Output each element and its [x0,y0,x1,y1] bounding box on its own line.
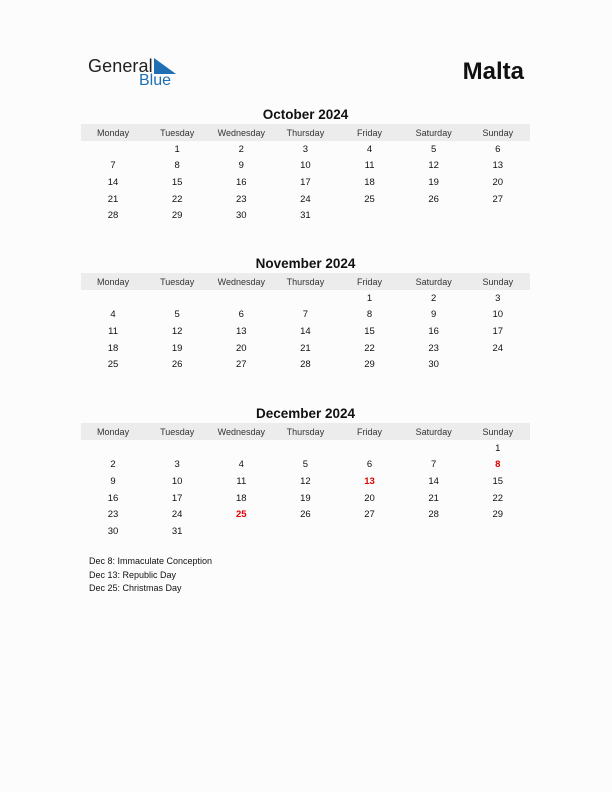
day-cell: 1 [174,143,180,155]
day-cell: 30 [236,210,247,222]
day-cell: 26 [171,359,183,371]
day-cell: 2 [431,292,437,304]
month-december [81,405,530,540]
day-cell: 2 [238,143,244,155]
day-cell: 15 [171,176,183,188]
day-cell: 3 [302,143,309,155]
day-cell: 8 [174,160,180,172]
day-cell: 12 [300,475,311,487]
day-cell: 2 [110,459,116,471]
day-cell: 21 [107,193,119,205]
day-cell: 17 [171,492,183,504]
month-title: November 2024 [255,256,356,271]
day-cell: 17 [492,325,504,337]
day-cell: 27 [492,193,504,205]
day-cell: 6 [495,143,501,155]
brand-general-text: General [88,56,153,76]
day-cell: 21 [428,492,439,504]
day-cell: 13 [236,325,247,337]
week-row [81,340,530,357]
day-cell: 20 [236,342,247,354]
week-row [81,473,530,490]
day-cell: 25 [107,359,119,371]
weekday-label: Sunday [482,127,514,138]
day-cell: 23 [107,509,119,521]
day-cell: 10 [171,475,183,487]
weekday-label: Friday [357,127,383,138]
day-cell: 7 [302,309,309,321]
day-cell: 5 [174,309,180,321]
day-cell: 4 [110,309,116,321]
day-cell: 18 [107,342,119,354]
week-row [81,323,530,340]
day-cell: 8 [495,459,501,471]
day-cell: 4 [238,459,244,471]
day-cell: 10 [492,309,504,321]
week-row [81,174,530,191]
weekday-header [81,124,530,141]
day-cell: 18 [364,176,375,188]
day-cell: 13 [492,160,504,172]
day-cell: 24 [171,509,183,521]
country-title: Malta [462,58,524,85]
day-cell: 22 [492,492,504,504]
week-row [81,158,530,175]
weekday-label: Tuesday [160,276,195,287]
day-cell: 17 [300,176,311,188]
day-cell: 13 [364,475,375,487]
day-cell: 10 [300,160,311,172]
day-cell: 1 [366,292,373,304]
day-cell: 14 [300,325,311,337]
week-row [81,290,530,307]
week-row [81,490,530,507]
day-cell: 29 [171,210,183,222]
day-cell: 31 [171,525,183,537]
day-cell: 14 [107,176,119,188]
day-cell: 20 [492,176,504,188]
weekday-label: Thursday [286,127,325,138]
day-cell: 16 [107,492,119,504]
weekday-label: Sunday [482,276,514,287]
day-cell: 28 [300,359,311,371]
day-cell: 11 [236,475,247,487]
day-cell: 27 [364,509,375,521]
weekday-label: Thursday [286,426,325,437]
weekday-label: Monday [97,426,130,437]
weekday-label: Saturday [415,276,452,287]
day-cell: 22 [171,193,183,205]
day-cell: 16 [236,176,247,188]
day-cell: 31 [300,210,311,222]
day-cell: 9 [110,475,116,487]
day-cell: 26 [428,193,439,205]
day-cell: 9 [238,160,244,172]
week-row [81,457,530,474]
week-row [81,356,530,373]
day-cell: 12 [171,325,183,337]
day-cell: 28 [107,210,119,222]
brand-logo [88,56,188,92]
weekday-label: Monday [97,127,130,138]
day-cell: 29 [364,359,375,371]
weekday-label: Monday [97,276,130,287]
day-cell: 20 [364,492,375,504]
day-cell: 5 [431,143,437,155]
day-cell: 6 [238,309,244,321]
day-cell: 7 [110,160,116,172]
day-cell: 19 [171,342,183,354]
holiday-note: Dec 25: Christmas Day [89,583,182,593]
weekday-label: Saturday [415,127,452,138]
weekday-label: Wednesday [217,127,265,138]
day-cell: 30 [428,359,439,371]
day-cell: 19 [428,176,439,188]
holiday-note: Dec 13: Republic Day [89,569,177,580]
day-cell: 15 [492,475,504,487]
day-cell: 15 [364,325,375,337]
week-row [81,307,530,324]
day-cell: 26 [300,509,311,521]
week-row [81,141,530,158]
weekday-label: Wednesday [217,276,265,287]
month-october [81,106,530,224]
day-cell: 11 [364,160,375,172]
weekday-header [81,273,530,290]
day-cell: 23 [236,193,247,205]
day-cell: 3 [174,459,180,471]
weekday-label: Wednesday [217,426,265,437]
month-title: December 2024 [255,406,356,421]
day-cell: 23 [428,342,439,354]
month-title: October 2024 [262,107,349,122]
month-november [81,255,530,373]
weekday-header [81,423,530,440]
weekday-label: Tuesday [160,127,195,138]
day-cell: 21 [300,342,311,354]
week-row [81,506,530,523]
week-row [81,523,530,540]
week-row [81,207,530,224]
brand-blue-text: Blue [139,72,172,89]
holiday-list [89,555,212,596]
holiday-note: Dec 8: Immaculate Conception [89,556,213,566]
weekday-label: Tuesday [160,426,195,437]
weekday-label: Sunday [482,426,514,437]
day-cell: 6 [366,459,373,471]
day-cell: 18 [236,492,247,504]
week-row [81,191,530,208]
day-cell: 11 [108,325,118,337]
day-cell: 1 [495,442,501,454]
day-cell: 4 [366,143,373,155]
day-cell: 29 [492,509,504,521]
day-cell: 28 [428,509,439,521]
day-cell: 8 [366,309,373,321]
day-cell: 16 [428,325,439,337]
weekday-label: Friday [357,276,383,287]
day-cell: 25 [236,509,247,521]
weekday-label: Saturday [415,426,452,437]
day-cell: 24 [492,342,504,354]
day-cell: 25 [364,193,375,205]
day-cell: 22 [364,342,375,354]
day-cell: 7 [431,459,437,471]
weekday-label: Thursday [286,276,325,287]
day-cell: 12 [428,160,439,172]
day-cell: 30 [107,525,119,537]
day-cell: 27 [236,359,247,371]
weekday-label: Friday [357,426,383,437]
day-cell: 24 [300,193,311,205]
week-row [81,440,530,457]
day-cell: 5 [302,459,309,471]
day-cell: 9 [431,309,437,321]
day-cell: 3 [495,292,501,304]
day-cell: 14 [428,475,439,487]
day-cell: 19 [300,492,311,504]
